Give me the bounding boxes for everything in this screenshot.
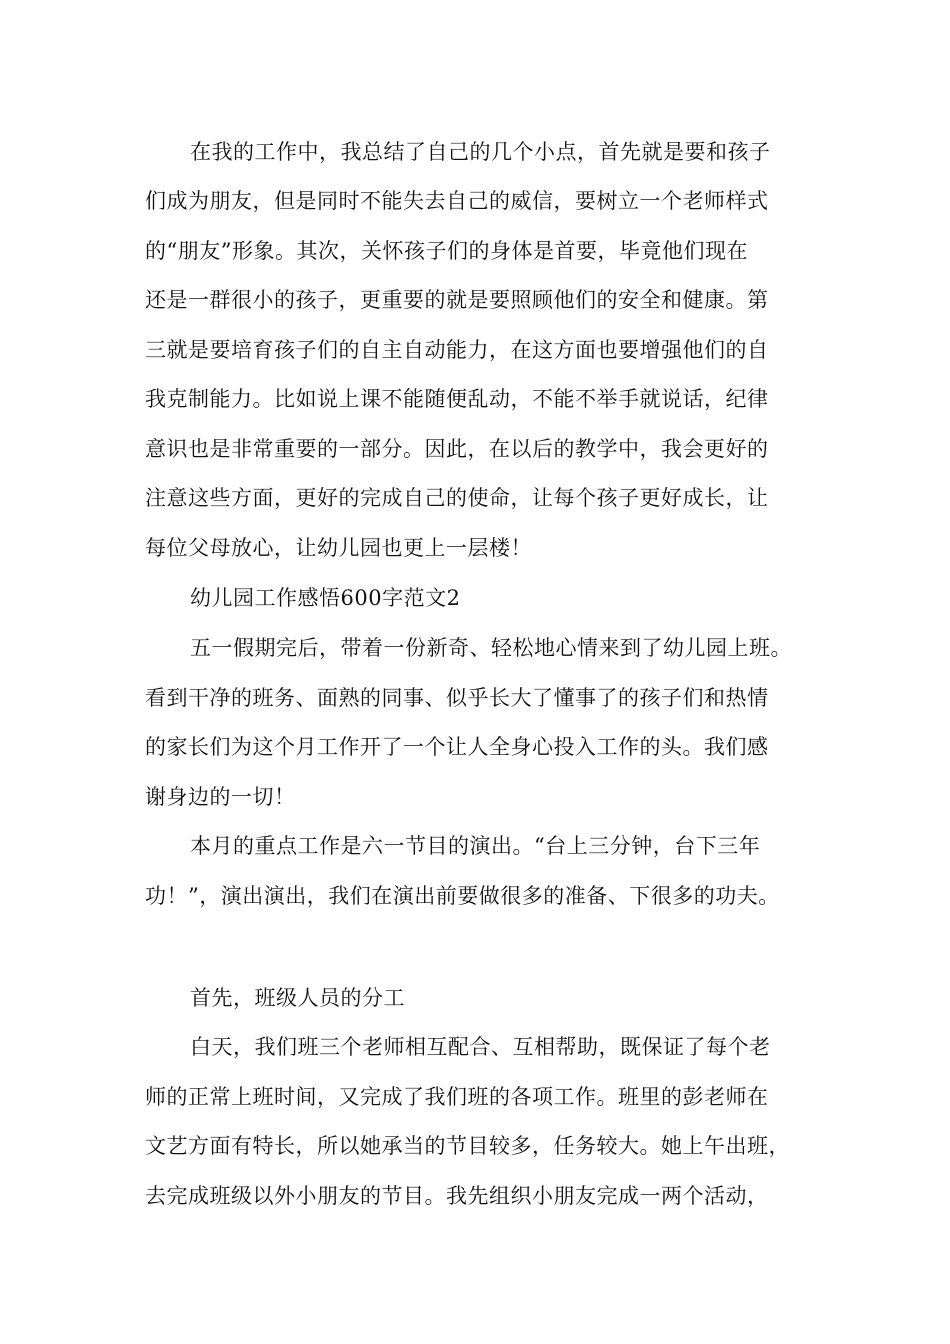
paragraph-line: 在我的工作中，我总结了自己的几个小点，首先就是要和孩子: [190, 140, 771, 164]
section-heading: 幼儿园工作感悟600字范文2: [190, 586, 461, 610]
paragraph-line: 意识也是非常重要的一部分。因此，在以后的教学中，我会更好的: [145, 437, 769, 461]
paragraph-line: 文艺方面有特长，所以她承当的节目较多，任务较大。她上午出班，: [145, 1134, 790, 1158]
paragraph-line: 们成为朋友，但是同时不能失去自己的威信，要树立一个老师样式: [145, 189, 769, 213]
paragraph-line: 注意这些方面，更好的完成自己的使命，让每个孩子更好成长，让: [145, 486, 769, 510]
paragraph-line: 五一假期完后，带着一份新奇、轻松地心情来到了幼儿园上班。: [190, 636, 792, 660]
paragraph-line: 本月的重点工作是六一节目的演出。“台上三分钟，台下三年: [190, 834, 761, 858]
paragraph-line: 师的正常上班时间，又完成了我们班的各项工作。班里的彭老师在: [145, 1085, 769, 1109]
paragraph-line: 还是一群很小的孩子，更重要的就是要照顾他们的安全和健康。第: [145, 288, 769, 312]
paragraph-line: 我克制能力。比如说上课不能随便乱动，不能不举手就说话，纪律: [145, 387, 769, 411]
paragraph-line: 去完成班级以外小朋友的节目。我先组织小朋友完成一两个活动，: [145, 1184, 769, 1208]
paragraph-line: 的“朋友”形象。其次，关怀孩子们的身体是首要，毕竟他们现在: [145, 239, 748, 263]
paragraph-line: 每位父母放心，让幼儿园也更上一层楼！: [145, 536, 532, 560]
paragraph-line: 功！”，演出演出，我们在演出前要做很多的准备、下很多的功夫。: [145, 884, 780, 908]
paragraph-line: 谢身边的一切！: [145, 785, 296, 809]
section-heading: 首先，班级人员的分工: [190, 986, 405, 1010]
paragraph-line: 白天，我们班三个老师相互配合、互相帮助，既保证了每个老: [190, 1035, 771, 1059]
paragraph-line: 的家长们为这个月工作开了一个让人全身心投入工作的头。我们感: [145, 735, 769, 759]
paragraph-line: 三就是要培育孩子们的自主自动能力，在这方面也要增强他们的自: [145, 338, 769, 362]
paragraph-line: 看到干净的班务、面熟的同事、似乎长大了懂事了的孩子们和热情: [145, 686, 769, 710]
